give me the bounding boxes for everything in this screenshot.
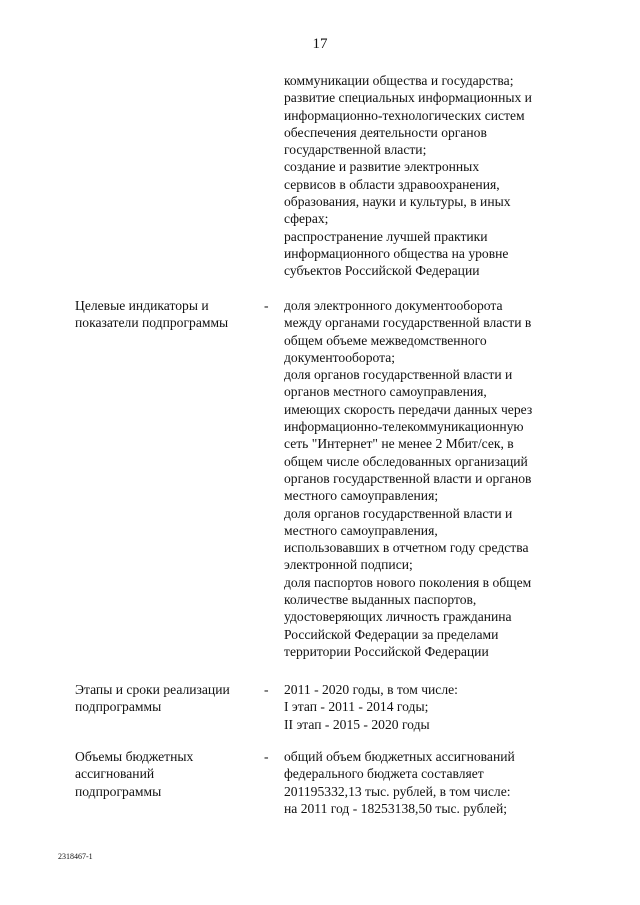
text-line: образования, науки и культуры, в иных [284,194,511,210]
text-line: доля органов государственной власти и [284,505,513,521]
text-line: электронной подписи; [284,557,413,573]
row-dash: - [264,682,269,697]
row-value-indicators [284,297,574,660]
row-value-stages [284,681,574,733]
row-value-budget [284,748,574,817]
row-dash: - [264,749,269,764]
text-line: Российской Федерации за пределами [284,626,499,642]
row-dash: - [264,298,269,313]
text-line: II этап - 2015 - 2020 годы [284,716,430,732]
text-line: государственной власти; [284,142,427,158]
continuation-text [284,72,574,280]
label-line: подпрограммы [75,783,162,799]
text-line: информационно-технологических систем [284,107,525,123]
text-line: органов местного самоуправления, [284,384,487,400]
text-line: доля органов государственной власти и [284,367,513,383]
text-line: создание и развитие электронных [284,159,480,175]
label-line: показатели подпрограммы [75,315,229,331]
text-line: федерального бюджета составляет [284,766,484,782]
row-label-stages [75,681,265,716]
label-line: Целевые индикаторы и [75,298,209,313]
text-line: органов государственной власти и органов [284,470,532,486]
text-line: сеть "Интернет" не менее 2 Мбит/сек, в [284,436,514,452]
label-line: ассигнований [75,766,155,782]
text-line: коммуникации общества и государства; [284,73,514,88]
page-number: 17 [312,36,328,52]
text-line: местного самоуправления, [284,522,438,538]
document-code: 2318467-1 [58,852,93,861]
text-line: доля паспортов нового поколения в общем [284,574,532,590]
text-line: обеспечения деятельности органов [284,124,487,140]
label-line: Этапы и сроки реализации [75,682,230,697]
text-line: сервисов в области здравоохранения, [284,176,500,192]
text-line: территории Российской Федерации [284,643,489,659]
text-line: на 2011 год - 18253138,50 тыс. рублей; [284,800,508,816]
text-line: субъектов Российской Федерации [284,263,480,279]
text-line: I этап - 2011 - 2014 годы; [284,699,429,715]
text-line: между органами государственной власти в [284,315,532,331]
text-line: 201195332,13 тыс. рублей, в том числе: [284,783,511,799]
text-line: информационно-телекоммуникационную [284,419,524,435]
row-label-budget [75,748,265,800]
text-line: общий объем бюджетных ассигнований [284,749,515,764]
text-line: развитие специальных информационных и [284,90,532,106]
label-line: Объемы бюджетных [75,749,194,764]
text-line: документооборота; [284,349,396,365]
text-line: общем числе обследованных организаций [284,453,528,469]
text-line: местного самоуправления; [284,488,439,504]
text-line: использовавших в отчетном году средства [284,540,529,556]
text-line: удостоверяющих личность гражданина [284,609,512,625]
text-line: информационного общества на уровне [284,245,509,261]
text-line: общем объеме межведомственного [284,332,487,348]
text-line: доля электронного документооборота [284,298,503,313]
row-label-indicators [75,297,265,332]
text-line: 2011 - 2020 годы, в том числе: [284,682,458,697]
text-line: имеющих скорость передачи данных через [284,401,533,417]
label-line: подпрограммы [75,699,162,715]
text-line: количестве выданных паспортов, [284,592,477,608]
text-line: сферах; [284,211,329,227]
text-line: распространение лучшей практики [284,228,488,244]
